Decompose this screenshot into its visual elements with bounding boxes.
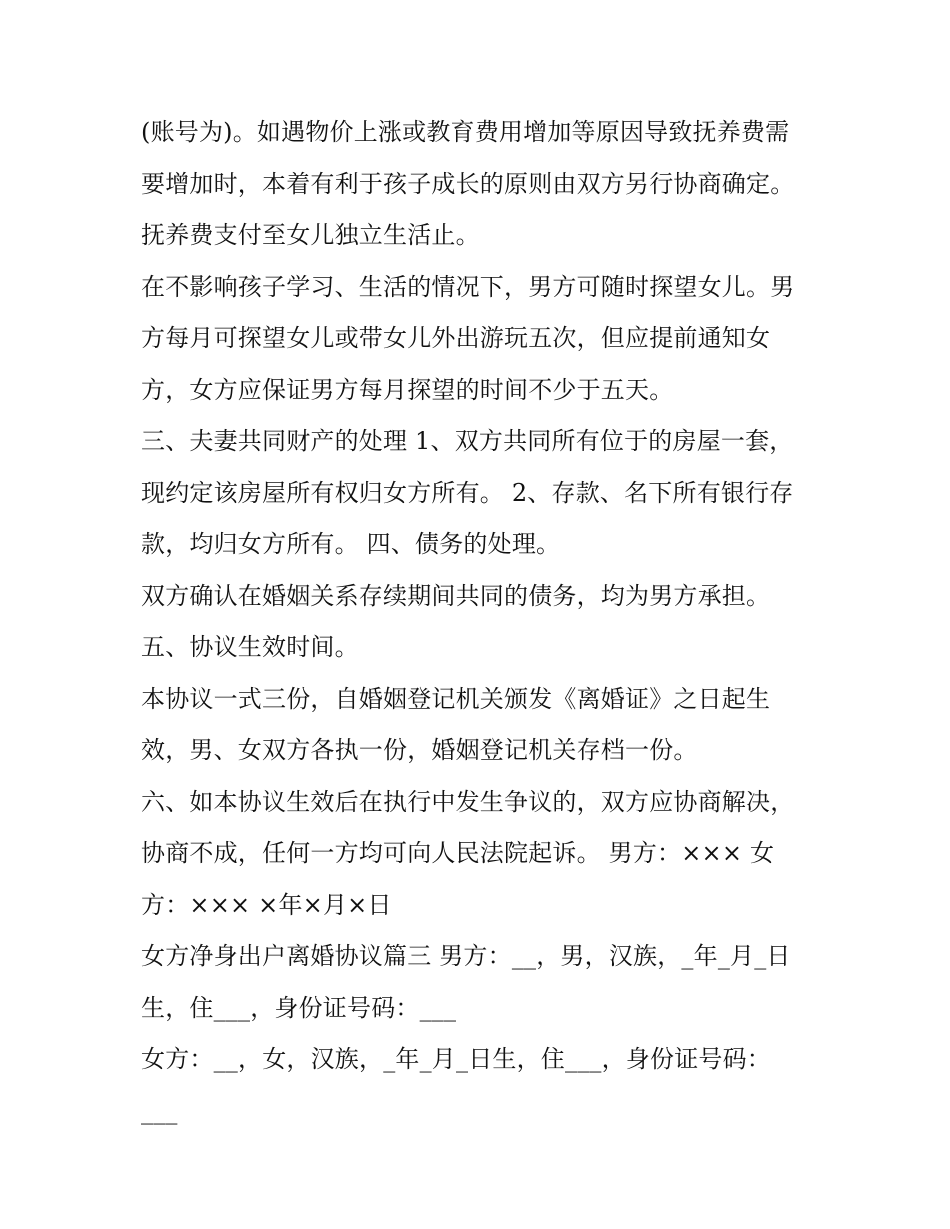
text-line: ___	[141, 1096, 178, 1125]
text-line: 现约定该房屋所有权归女方所有。 2、存款、名下所有银行存	[141, 478, 794, 507]
text-line: 女方：__，女，汉族，_年_月_日生，住___，身份证号码：	[141, 1045, 771, 1073]
text-line: 款，均归女方所有。 四、债务的处理。	[141, 530, 561, 558]
text-line: 双方确认在婚姻关系存续期间共同的债务，均为男方承担。	[141, 581, 771, 610]
text-line: 方每月可探望女儿或带女儿外出游玩五次，但应提前通知女	[141, 324, 771, 352]
text-line: 协商不成，任何一方均可向人民法院起诉。 男方：××× 女	[141, 839, 775, 867]
text-line: 方：××× ×年×月×日	[141, 890, 392, 919]
text-line: 女方净身出户离婚协议篇三 男方：__，男，汉族，_年_月_日	[141, 942, 791, 970]
text-line: 本协议一式三份，自婚姻登记机关颁发《离婚证》之日起生	[141, 684, 771, 713]
text-line: 要增加时，本着有利于孩子成长的原则由双方另行协商确定。	[141, 169, 795, 198]
text-line: 五、协议生效时间。	[141, 633, 359, 661]
text-line: 在不影响孩子学习、生活的情况下，男方可随时探望女儿。男	[141, 272, 795, 301]
text-line: 生，住___，身份证号码：___	[141, 993, 457, 1022]
document-body	[141, 107, 821, 1137]
text-line: (账号为)。如遇物价上涨或教育费用增加等原因导致抚养费需	[141, 118, 790, 146]
text-line: 三、夫妻共同财产的处理 1、双方共同所有位于的房屋一套，	[141, 427, 794, 455]
text-line: 抚养费支付至女儿独立生活止。	[141, 221, 480, 249]
text-line: 六、如本协议生效后在执行中发生争议的，双方应协商解决，	[141, 787, 795, 816]
text-line: 方，女方应保证男方每月探望的时间不少于五天。	[141, 375, 674, 404]
text-line: 效，男、女双方各执一份，婚姻登记机关存档一份。	[141, 736, 698, 764]
